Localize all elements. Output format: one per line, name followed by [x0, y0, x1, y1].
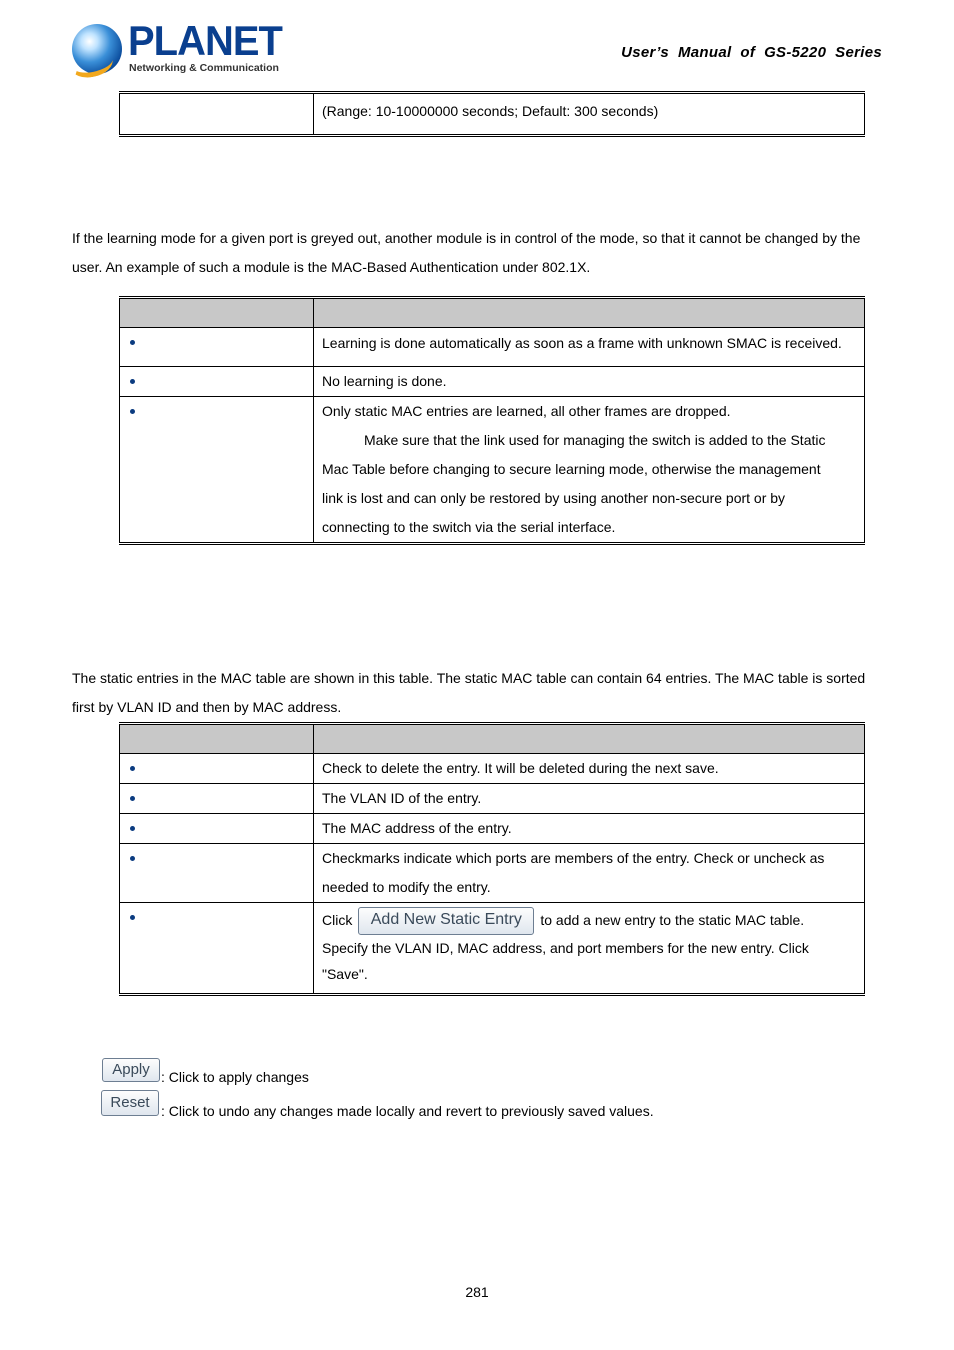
- desc-cell: [314, 903, 865, 995]
- param-cell: [120, 367, 314, 397]
- learning-table: [119, 296, 865, 545]
- desc-cell: [314, 814, 865, 844]
- add-new-static-entry-button[interactable]: Add New Static Entry: [358, 907, 534, 935]
- logo-tagline: Networking & Communication: [129, 62, 279, 74]
- desc-text: Checkmarks indicate which ports are members of the entry. Check or uncheck as: [322, 850, 825, 866]
- header-cell-object: [120, 298, 314, 328]
- range-text: (Range: 10-10000000 seconds; Default: 300 seconds): [322, 103, 659, 119]
- param-cell: [120, 784, 314, 814]
- note-text: connecting to the switch via the serial interface.: [322, 519, 616, 535]
- param-cell: [120, 754, 314, 784]
- note-text: link is lost and can only be restored by using another non-secure port or by: [322, 490, 786, 506]
- learning-paragraph: If the learning mode for a given port is greyed out, another module is in control of the mode, so that it cannot be changed by the user. An example of such a module is the MAC-Based Authentication under 802.1X.: [72, 230, 861, 275]
- param-cell: [120, 844, 314, 903]
- logo-wordmark: PLANET: [128, 17, 282, 64]
- header-cell-description: [314, 724, 865, 754]
- table-row: [120, 397, 865, 544]
- page-number: 281: [465, 1284, 489, 1300]
- bullet-icon: [130, 856, 135, 861]
- desc-cell: [314, 367, 865, 397]
- table-row: [120, 814, 865, 844]
- desc-cell: [314, 93, 865, 136]
- desc-cell: [314, 844, 865, 903]
- table-row: [120, 844, 865, 903]
- bullet-icon: [130, 915, 135, 920]
- table-header-row: [120, 724, 865, 754]
- table-row: [120, 93, 865, 136]
- reset-button[interactable]: Reset: [101, 1090, 159, 1116]
- table-row: [120, 754, 865, 784]
- reset-description: : Click to undo any changes made locally and revert to previously saved values.: [161, 1103, 654, 1119]
- param-cell: [120, 903, 314, 995]
- param-cell: [120, 397, 314, 544]
- manual-title: User’s Manual of GS-5220 Series: [621, 44, 882, 61]
- planet-logo: [72, 17, 282, 78]
- table-header-row: [120, 298, 865, 328]
- table-row: [120, 328, 865, 367]
- timeout-table: [119, 91, 865, 137]
- desc-text: to add a new entry to the static MAC table.: [540, 912, 805, 928]
- desc-text: No learning is done.: [322, 373, 447, 389]
- desc-text: "Save".: [322, 966, 368, 983]
- desc-cell: [314, 397, 865, 544]
- bullet-icon: [130, 379, 135, 384]
- table-row: [120, 367, 865, 397]
- desc-text: Learning is done automatically as soon as a frame with unknown SMAC is received.: [322, 335, 842, 351]
- desc-text: needed to modify the entry.: [322, 879, 491, 895]
- click-text: Click: [322, 912, 353, 928]
- desc-text: The MAC address of the entry.: [322, 820, 512, 836]
- param-cell: [120, 814, 314, 844]
- bullet-icon: [130, 409, 135, 414]
- param-cell: [120, 93, 314, 136]
- note-text: Make sure that the link used for managing the switch is added to the Static: [364, 432, 826, 448]
- note-text: Mac Table before changing to secure learning mode, otherwise the management: [322, 461, 821, 477]
- static-mac-table: [119, 722, 865, 996]
- desc-cell: [314, 328, 865, 367]
- desc-cell: [314, 754, 865, 784]
- desc-cell: [314, 784, 865, 814]
- desc-text: Only static MAC entries are learned, all other frames are dropped.: [322, 403, 731, 419]
- header-cell-object: [120, 724, 314, 754]
- apply-button[interactable]: Apply: [102, 1058, 160, 1082]
- table-row: [120, 784, 865, 814]
- param-cell: [120, 328, 314, 367]
- static-paragraph: The static entries in the MAC table are shown in this table. The static MAC table can contain 64 entries. The MAC table is sorted first by VLAN ID and then by MAC address.: [72, 670, 866, 715]
- header-cell-description: [314, 298, 865, 328]
- apply-description: : Click to apply changes: [161, 1069, 309, 1085]
- bullet-icon: [130, 340, 135, 345]
- table-row: [120, 903, 865, 995]
- bullet-icon: [130, 766, 135, 771]
- desc-text: The VLAN ID of the entry.: [322, 790, 482, 806]
- bullet-icon: [130, 826, 135, 831]
- bullet-icon: [130, 796, 135, 801]
- desc-text: Specify the VLAN ID, MAC address, and port members for the new entry. Click: [322, 940, 809, 957]
- desc-text: Check to delete the entry. It will be deleted during the next save.: [322, 760, 719, 776]
